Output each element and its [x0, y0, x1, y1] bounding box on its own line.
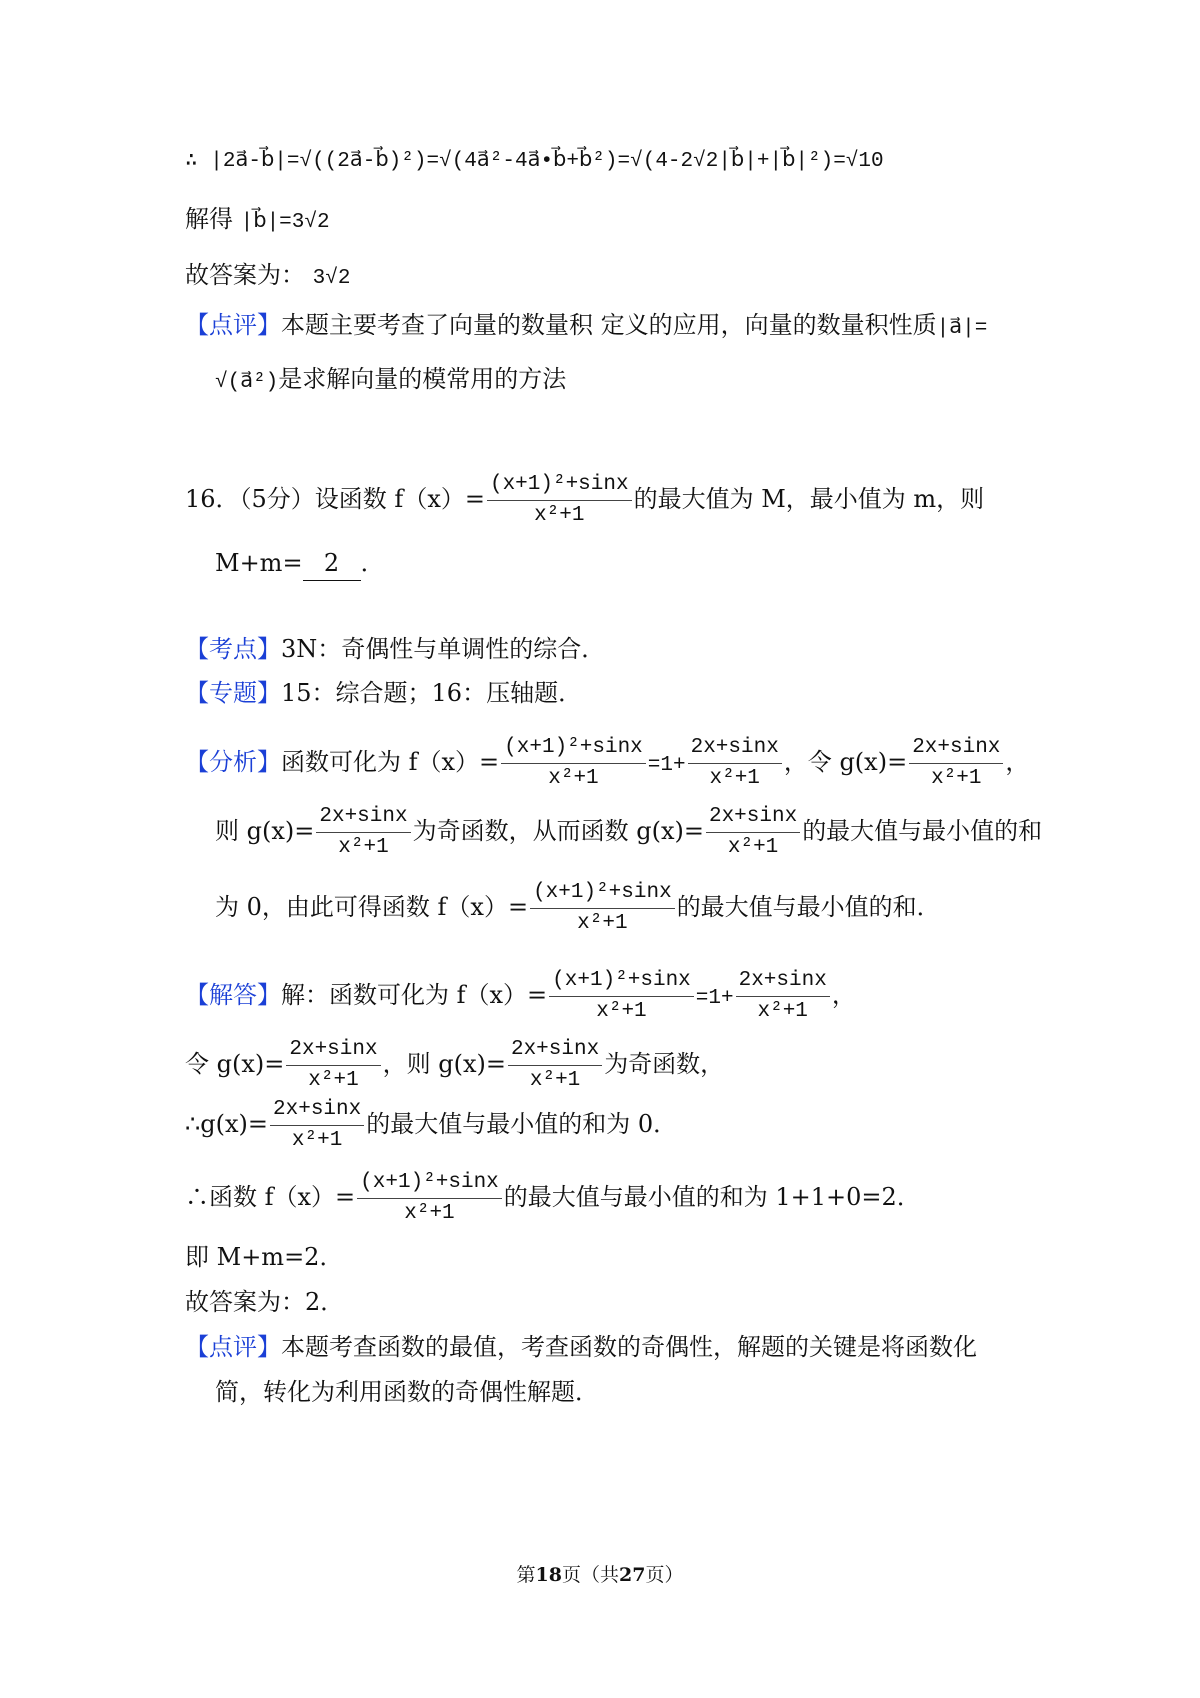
fraction — [487, 472, 632, 529]
text: 解：函数可化为 f（x）= — [281, 981, 548, 1009]
denominator: x²+1 — [534, 504, 585, 527]
numerator: 2x+sinx — [706, 804, 800, 833]
fenxi-line-2 — [215, 804, 1042, 861]
text: 为奇函数，从而函数 g(x)= — [412, 817, 704, 845]
text: 为 0，由此可得函数 f（x）= — [215, 893, 529, 921]
zhuanti-line — [185, 676, 582, 710]
fraction — [508, 1037, 602, 1094]
dianping-tag: 【点评】 — [185, 1333, 281, 1361]
text: =1+ — [695, 987, 734, 1010]
text: ，令 g(x)= — [783, 748, 908, 776]
jieda-tag: 【解答】 — [185, 981, 281, 1009]
fraction — [501, 735, 646, 792]
zhuanti-text: 15：综合题；16：压轴题． — [281, 679, 583, 707]
text: 为奇函数， — [604, 1050, 725, 1078]
fraction — [706, 804, 800, 861]
comment-text: 本题主要考查了向量的数量积 定义的应用，向量的数量积性质 — [281, 311, 937, 339]
question-16-answer-line — [215, 546, 385, 581]
solve-expr: |b⃗|=3√2 — [240, 211, 330, 234]
solve-text: 解得 — [185, 205, 233, 233]
text: ，则 g(x)= — [382, 1050, 506, 1078]
answer-end: ． — [360, 549, 385, 577]
comment-sqrt-expr: √(a⃗²) — [215, 371, 279, 394]
text: 则 g(x)= — [215, 817, 315, 845]
denominator: x²+1 — [727, 836, 779, 859]
text: 简，转化为利用函数的奇偶性解题． — [215, 1378, 599, 1406]
text: 故答案为：2． — [185, 1288, 345, 1316]
numerator: (x+1)²+sinx — [487, 472, 632, 501]
denominator: x²+1 — [577, 912, 628, 935]
fraction — [357, 1170, 502, 1227]
comment-line-15 — [185, 308, 987, 346]
text: 即 M+m=2． — [185, 1243, 344, 1271]
question-16-prefix: 16．（5分）设函数 f（x）= — [185, 485, 485, 513]
jieda-line-6 — [185, 1285, 344, 1319]
kaodian-line — [185, 632, 605, 666]
fenxi-tag: 【分析】 — [185, 748, 281, 776]
therefore-symbol: ∴ — [185, 150, 198, 173]
numerator: 2x+sinx — [316, 804, 410, 833]
denominator: x²+1 — [338, 836, 389, 859]
answer-line-15 — [185, 258, 350, 296]
denominator: x²+1 — [548, 767, 599, 790]
dianping-line-2 — [215, 1375, 599, 1409]
jieda-line-4 — [185, 1170, 921, 1227]
denominator: x²+1 — [757, 1000, 808, 1023]
answer-expr: 3√2 — [312, 267, 351, 290]
page-number: 18 — [535, 1564, 562, 1586]
numerator: 2x+sinx — [270, 1097, 364, 1126]
fenxi-line-3 — [215, 880, 941, 937]
numerator: 2x+sinx — [508, 1037, 602, 1066]
comment-line-15b — [215, 362, 566, 400]
numerator: 2x+sinx — [688, 735, 782, 764]
kaodian-tag: 【考点】 — [185, 635, 281, 663]
fraction — [736, 968, 830, 1025]
vector-equation: |2a⃗-b⃗|=√((2a⃗-b⃗)²)=√(4a⃗²-4a⃗•b⃗+b⃗²)=√(4-2√2|b⃗|+|b⃗|²)=√10 — [210, 150, 884, 173]
fraction — [909, 735, 1003, 792]
page-footer — [0, 1560, 1200, 1587]
text: 令 g(x)= — [185, 1050, 285, 1078]
numerator: 2x+sinx — [909, 735, 1003, 764]
comment-expr: |a⃗|= — [936, 317, 988, 340]
solve-line — [185, 202, 330, 240]
comment-tag: 【点评】 — [185, 311, 281, 339]
numerator: 2x+sinx — [736, 968, 830, 997]
answer-label: 故答案为： — [185, 261, 305, 289]
text: ， — [831, 981, 856, 1009]
numerator: (x+1)²+sinx — [357, 1170, 502, 1199]
denominator: x²+1 — [291, 1129, 343, 1152]
jieda-line-1 — [185, 968, 856, 1025]
text: 的最大值与最小值的和为 0． — [366, 1110, 678, 1138]
denominator: x²+1 — [931, 767, 982, 790]
question-16 — [185, 472, 984, 529]
answer-prefix: M+m= — [215, 549, 303, 577]
numerator: 2x+sinx — [286, 1037, 380, 1066]
text: ∴函数 f（x）= — [185, 1183, 356, 1211]
fraction — [270, 1097, 364, 1154]
fraction — [688, 735, 782, 792]
numerator: (x+1)²+sinx — [549, 968, 694, 997]
footer-mid: 页（共 — [561, 1564, 619, 1586]
text: 的最大值与最小值的和． — [676, 893, 941, 921]
fenxi-line-1 — [185, 735, 1029, 792]
text: 的最大值与最小值的和 — [802, 817, 1043, 845]
denominator: x²+1 — [709, 767, 760, 790]
comment-text-2: 是求解向量的模常用的方法 — [278, 365, 567, 393]
numerator: (x+1)²+sinx — [501, 735, 646, 764]
denominator: x²+1 — [529, 1069, 581, 1092]
answer-blank: 2 — [303, 546, 361, 581]
jieda-line-2 — [185, 1037, 724, 1094]
denominator: x²+1 — [404, 1202, 455, 1225]
fraction — [316, 804, 410, 861]
footer-pre: 第 — [516, 1564, 536, 1586]
zhuanti-tag: 【专题】 — [185, 679, 281, 707]
text: 本题考查函数的最值，考查函数的奇偶性，解题的关键是将函数化 — [281, 1333, 977, 1361]
numerator: (x+1)²+sinx — [530, 880, 675, 909]
equation-line-1 — [185, 145, 884, 179]
text: 函数可化为 f（x）= — [281, 748, 500, 776]
jieda-line-5 — [185, 1240, 343, 1274]
fraction — [286, 1037, 380, 1094]
kaodian-text: 3N：奇偶性与单调性的综合． — [281, 635, 606, 663]
denominator: x²+1 — [596, 1000, 647, 1023]
jieda-line-3 — [185, 1097, 677, 1154]
denominator: x²+1 — [308, 1069, 359, 1092]
text: 的最大值与最小值的和为 1+1+0=2． — [503, 1183, 921, 1211]
fraction — [549, 968, 694, 1025]
footer-post: 页） — [645, 1564, 684, 1586]
total-pages: 27 — [619, 1564, 646, 1586]
dianping-line-1 — [185, 1330, 977, 1364]
text: ∴g(x)= — [185, 1110, 269, 1138]
text: ， — [1005, 748, 1030, 776]
fraction — [530, 880, 675, 937]
text: =1+ — [647, 754, 686, 777]
question-16-suffix: 的最大值为 M，最小值为 m，则 — [633, 485, 985, 513]
